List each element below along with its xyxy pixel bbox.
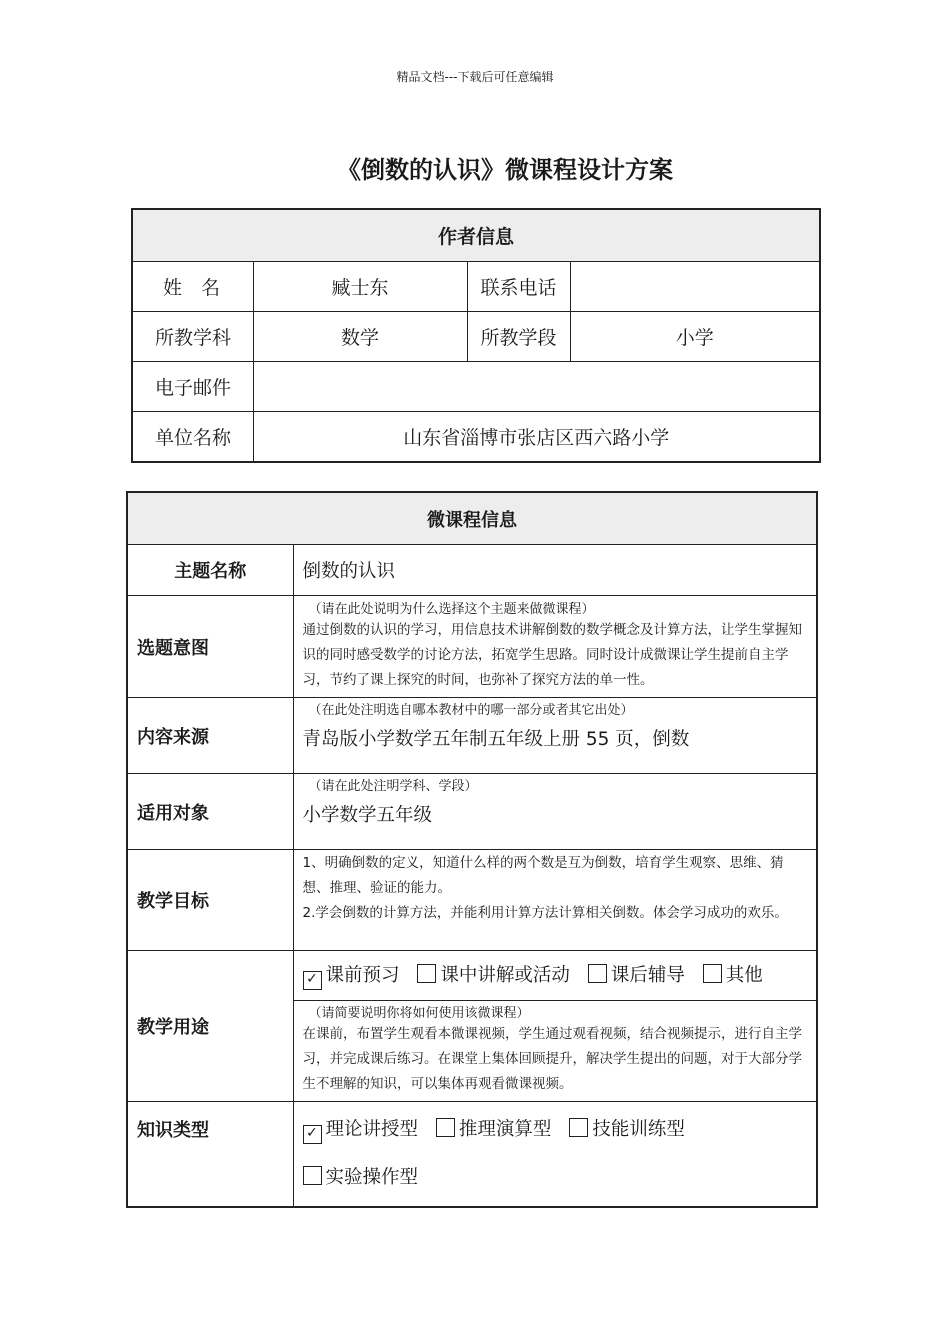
stage-label: 所教学段 xyxy=(467,312,570,362)
knowledge-option[interactable] xyxy=(436,1119,552,1140)
knowledge-option[interactable] xyxy=(569,1119,685,1140)
source-hint: （在此处注明选自哪本教材中的哪一部分或者其它出处） xyxy=(308,703,634,718)
usage-option[interactable] xyxy=(588,965,685,986)
email-value xyxy=(253,362,820,412)
source-label: 内容来源 xyxy=(127,698,293,774)
author-info-table xyxy=(131,208,821,463)
goal-label: 教学目标 xyxy=(127,850,293,951)
email-label: 电子邮件 xyxy=(132,362,253,412)
usage-value: 在课前，布置学生观看本微课视频，学生通过观看视频，结合视频提示，进行自主学习，并完成课后练习。在课堂上集体回顾提升，解决学生提出的问题，对于大部分学生不理解的知识，可以集体再观看微课视频。 xyxy=(302,1026,802,1092)
usage-option-label: 课后辅导 xyxy=(610,965,685,986)
page-header: 精品文档---下载后可任意编辑 xyxy=(396,70,554,84)
phone-value xyxy=(570,262,820,312)
usage-option[interactable] xyxy=(703,965,763,986)
topic-label: 主题名称 xyxy=(127,545,293,596)
usage-option-label: 课中讲解或活动 xyxy=(440,965,570,986)
knowledge-option[interactable] xyxy=(303,1167,419,1188)
usage-option-label: 其他 xyxy=(725,965,763,986)
phone-label: 联系电话 xyxy=(467,262,570,312)
topic-value: 倒数的认识 xyxy=(293,545,817,596)
knowledge-option-label: 技能训练型 xyxy=(592,1119,685,1140)
checkbox[interactable] xyxy=(303,1166,322,1185)
checkbox[interactable] xyxy=(703,964,722,983)
usage-option[interactable] xyxy=(417,965,570,986)
usage-option[interactable] xyxy=(303,965,400,986)
checkbox[interactable] xyxy=(417,964,436,983)
page-title: 《倒数的认识》微课程设计方案 xyxy=(337,156,673,184)
checkbox[interactable] xyxy=(436,1118,455,1137)
audience-label: 适用对象 xyxy=(127,774,293,850)
unit-value: 山东省淄博市张店区西六路小学 xyxy=(253,412,820,463)
usage-options xyxy=(293,951,817,1001)
checkbox[interactable] xyxy=(569,1118,588,1137)
checkbox[interactable] xyxy=(588,964,607,983)
course-info-heading: 微课程信息 xyxy=(127,492,817,545)
name-value: 臧士东 xyxy=(253,262,467,312)
author-info-heading: 作者信息 xyxy=(132,209,820,262)
course-info-table xyxy=(126,491,818,1208)
subject-value: 数学 xyxy=(253,312,467,362)
knowledge-options xyxy=(293,1102,817,1208)
goal-line-1: 1、明确倒数的定义，知道什么样的两个数是互为倒数，培育学生观察、思维、猜想、推理、验证的能力。 xyxy=(302,855,784,896)
usage-option-label: 课前预习 xyxy=(325,965,400,986)
intent-value: 通过倒数的认识的学习，用信息技术讲解倒数的数学概念及计算方法，让学生掌握知识的同时感受数学的讨论方法，拓宽学生思路。同时设计成微课让学生提前自主学习，节约了课上探究的时间，也弥补了探究方法的单一性。 xyxy=(302,622,802,688)
knowledge-label: 知识类型 xyxy=(127,1102,293,1208)
subject-label: 所教学科 xyxy=(132,312,253,362)
usage-hint: （请简要说明你将如何使用该微课程） xyxy=(308,1006,530,1021)
knowledge-option-label: 实验操作型 xyxy=(325,1167,419,1188)
unit-label: 单位名称 xyxy=(132,412,253,463)
stage-value: 小学 xyxy=(570,312,820,362)
checkbox[interactable]: ✓ xyxy=(303,971,322,990)
name-label: 姓 名 xyxy=(132,262,253,312)
intent-hint: （请在此处说明为什么选择这个主题来做微课程） xyxy=(308,602,595,617)
audience-value: 小学数学五年级 xyxy=(302,805,433,826)
checkbox[interactable]: ✓ xyxy=(303,1125,322,1144)
knowledge-option-label: 理论讲授型 xyxy=(325,1119,419,1140)
knowledge-option-label: 推理演算型 xyxy=(458,1119,552,1140)
goal-line-2: 2.学会倒数的计算方法，并能利用计算方法计算相关倒数。体会学习成功的欢乐。 xyxy=(302,905,788,921)
usage-label: 教学用途 xyxy=(127,951,293,1102)
source-value: 青岛版小学数学五年制五年级上册 55 页，倒数 xyxy=(302,729,690,750)
knowledge-option[interactable] xyxy=(303,1119,419,1140)
intent-label: 选题意图 xyxy=(127,596,293,698)
audience-hint: （请在此处注明学科、学段） xyxy=(308,779,478,794)
